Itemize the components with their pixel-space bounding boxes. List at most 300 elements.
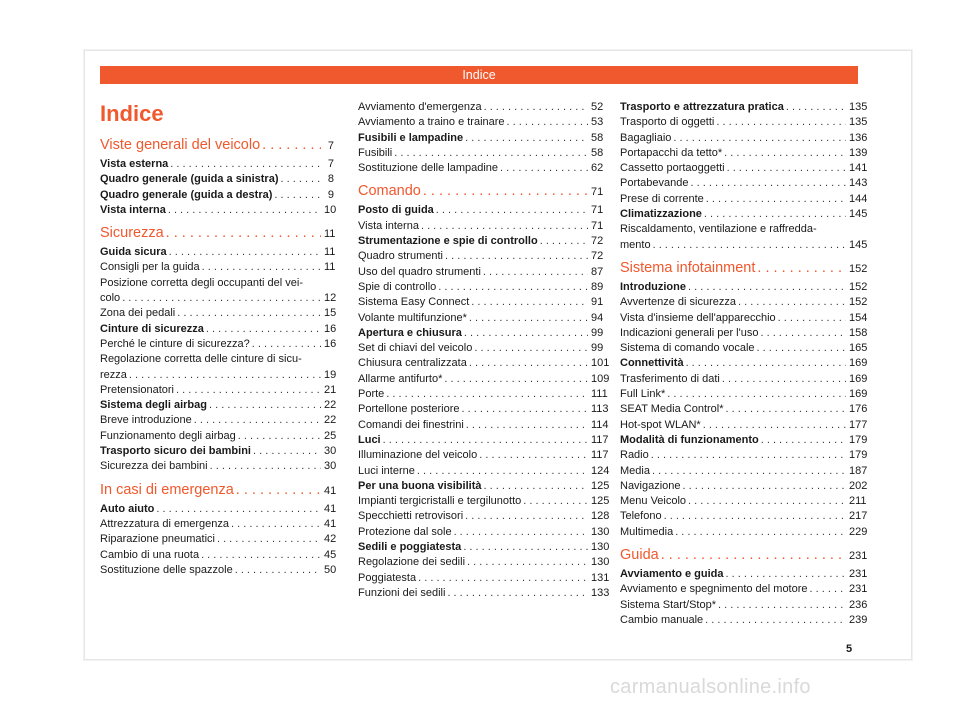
toc-entry[interactable] — [620, 448, 868, 463]
dot-leader — [252, 337, 321, 352]
toc-page-number: 99 — [591, 326, 604, 339]
header-band — [100, 66, 858, 84]
toc-entry[interactable] — [358, 295, 604, 310]
toc-entry[interactable] — [620, 146, 868, 161]
toc-page-number: 229 — [849, 525, 868, 538]
toc-section-heading[interactable] — [620, 259, 868, 279]
toc-entry-title: Porte — [358, 388, 385, 401]
toc-page-number: 231 — [849, 550, 868, 563]
toc-page-number: 12 — [324, 292, 337, 305]
toc-entry-title: Trasporto di oggetti — [620, 116, 715, 129]
toc-page-number: 58 — [591, 146, 604, 159]
dot-leader — [484, 100, 588, 115]
toc-entry[interactable] — [358, 418, 609, 433]
dot-leader — [760, 326, 846, 341]
dot-leader — [438, 280, 588, 295]
dot-leader — [761, 433, 846, 448]
toc-page-number: 144 — [849, 192, 868, 205]
toc-entry[interactable] — [358, 249, 604, 264]
toc-entry[interactable] — [358, 131, 604, 146]
dot-leader — [194, 413, 321, 428]
toc-entry-title: Funzioni dei sedili — [358, 586, 446, 599]
toc-entry[interactable] — [620, 525, 868, 540]
toc-page-number: 15 — [324, 307, 337, 320]
toc-entry[interactable] — [358, 448, 609, 463]
toc-entry-title: Attrezzatura di emergenza — [100, 517, 230, 530]
toc-entry-title: Pretensionatori — [100, 383, 174, 396]
toc-page-number: 7 — [327, 158, 334, 170]
toc-entry[interactable] — [358, 161, 604, 176]
toc-entry[interactable] — [100, 203, 337, 218]
toc-entry-title: Cambio manuale — [620, 613, 704, 626]
toc-page-number: 71 — [591, 219, 604, 232]
toc-entry[interactable] — [100, 398, 337, 413]
dot-leader — [474, 341, 588, 356]
toc-entry-title: Sistema di comando vocale — [620, 342, 755, 355]
toc-page-number: 165 — [849, 342, 868, 355]
toc-entry[interactable] — [358, 555, 610, 570]
dot-leader — [166, 224, 321, 243]
toc-entry[interactable] — [358, 280, 604, 295]
toc-entry[interactable] — [620, 115, 868, 130]
toc-entry-title: SEAT Media Control* — [620, 403, 724, 416]
dot-leader — [469, 356, 588, 371]
toc-section-heading[interactable] — [358, 182, 604, 202]
toc-entry[interactable] — [620, 161, 868, 176]
dot-leader — [421, 219, 588, 234]
toc-entry-title: Introduzione — [620, 280, 686, 293]
toc-entry-title: Impianti tergicristalli e tergilunotto — [358, 495, 522, 508]
toc-page-number: 41 — [324, 517, 337, 530]
toc-page-number: 71 — [591, 186, 604, 199]
toc-entry-title: Zona dei pedali — [100, 307, 176, 320]
toc-page-number: 145 — [849, 208, 868, 221]
toc-page-number: 89 — [591, 280, 604, 293]
toc-entry[interactable] — [100, 548, 337, 563]
toc-entry[interactable] — [620, 356, 868, 371]
dot-leader — [673, 131, 846, 146]
toc-page-number: 16 — [324, 322, 337, 335]
toc-section-heading[interactable] — [100, 136, 334, 156]
toc-entry[interactable] — [100, 532, 337, 547]
toc-page-number: 130 — [591, 556, 610, 569]
toc-entry-title: Perché le cinture di sicurezza? — [100, 337, 250, 350]
toc-page-number: 135 — [849, 101, 868, 113]
dot-leader — [507, 115, 588, 130]
toc-page-number: 87 — [591, 265, 604, 278]
toc-entry[interactable] — [620, 311, 868, 326]
toc-entry-title: Navigazione — [620, 479, 681, 492]
toc-section-heading[interactable] — [100, 481, 337, 501]
toc-page-number: 71 — [591, 204, 604, 217]
dot-leader — [705, 613, 846, 628]
toc-entry[interactable] — [100, 502, 337, 517]
toc-entry-title: Trasporto e attrezzatura pratica — [620, 101, 784, 113]
toc-entry[interactable] — [100, 352, 337, 383]
toc-entry-title: Sistema Easy Connect — [358, 296, 470, 309]
toc-entry[interactable] — [358, 433, 609, 448]
toc-page-number: 141 — [849, 162, 868, 175]
toc-entry[interactable] — [358, 219, 604, 234]
toc-entry-title: Allarme antifurto* — [358, 372, 443, 385]
toc-page-number: 117 — [591, 433, 609, 446]
dot-leader — [156, 502, 321, 517]
dot-leader — [722, 372, 846, 387]
toc-page-number: 211 — [849, 495, 867, 508]
toc-entry-title-cont: rezza — [100, 368, 127, 381]
dot-leader — [757, 341, 846, 356]
toc-entry[interactable] — [358, 341, 604, 356]
dot-leader — [122, 291, 321, 306]
toc-entry-title: Luci interne — [358, 464, 415, 477]
toc-entry[interactable] — [100, 172, 334, 187]
toc-entry-title: Regolazione dei sedili — [358, 556, 466, 569]
header-band-title: Indice — [462, 68, 496, 82]
toc-entry[interactable] — [620, 494, 867, 509]
dot-leader — [465, 509, 588, 524]
toc-entry-title: Avvertenze di sicurezza — [620, 296, 736, 309]
toc-entry-title: Uso del quadro strumenti — [358, 265, 481, 278]
toc-section-heading[interactable] — [100, 224, 334, 244]
toc-page-number: 11 — [324, 246, 336, 259]
toc-page-number: 50 — [324, 563, 337, 576]
toc-page-number: 114 — [591, 418, 609, 431]
dot-leader — [231, 517, 321, 532]
toc-entry-title: Connettività — [620, 357, 684, 370]
toc-entry-title: Strumentazione e spie di controllo — [358, 235, 538, 248]
dot-leader — [706, 192, 846, 207]
toc-entry[interactable] — [358, 356, 610, 371]
toc-page-number: 72 — [591, 235, 604, 248]
toc-entry[interactable] — [100, 413, 337, 428]
toc-page-number: 158 — [849, 326, 868, 339]
toc-entry[interactable] — [358, 100, 604, 115]
toc-page-number: 125 — [591, 479, 610, 492]
toc-entry[interactable] — [100, 444, 337, 459]
toc-entry-title: Vista d'insieme dell'apparecchio — [620, 311, 776, 324]
dot-leader — [688, 494, 846, 509]
toc-page-number: 133 — [591, 586, 610, 599]
dot-leader — [786, 100, 846, 115]
toc-entry-title: Fusibili — [358, 146, 393, 159]
toc-entry[interactable] — [358, 387, 608, 402]
toc-entry-title: Comandi dei finestrini — [358, 418, 464, 431]
dot-leader — [201, 548, 321, 563]
toc-entry[interactable] — [100, 322, 337, 337]
dot-leader — [170, 157, 321, 172]
dot-leader — [483, 479, 588, 494]
toc-page-number: 45 — [324, 548, 337, 561]
dot-leader — [210, 459, 321, 474]
toc-page-number: 169 — [849, 388, 868, 401]
toc-entry[interactable] — [620, 613, 868, 628]
dot-leader — [471, 295, 588, 310]
dot-leader — [688, 280, 846, 295]
toc-entry-title: Portellone posteriore — [358, 403, 460, 416]
toc-page-number: 21 — [324, 383, 337, 396]
toc-page-number: 42 — [324, 533, 337, 546]
dot-leader — [469, 311, 588, 326]
toc-entry[interactable] — [620, 131, 868, 146]
dot-leader — [653, 238, 846, 253]
toc-entry-title: Funzionamento degli airbag — [100, 429, 236, 442]
toc-page-number: 41 — [324, 502, 337, 515]
toc-entry-title: Posizione corretta degli occupanti del vei- — [100, 276, 304, 289]
toc-page-number: 187 — [849, 464, 868, 477]
toc-entry[interactable] — [620, 207, 868, 222]
toc-entry[interactable] — [358, 402, 609, 417]
toc-page-number: 53 — [591, 116, 604, 129]
toc-entry[interactable] — [100, 383, 337, 398]
toc-entry-title: Avviamento e spegnimento del motore — [620, 583, 808, 596]
toc-page-number: 30 — [324, 445, 337, 458]
dot-leader — [445, 249, 588, 264]
toc-entry-title: Bagagliaio — [620, 131, 672, 144]
toc-entry[interactable] — [100, 459, 337, 474]
toc-entry-title: Indicazioni generali per l'uso — [620, 326, 759, 339]
toc-page-number: 179 — [849, 433, 868, 446]
toc-entry[interactable] — [620, 433, 868, 448]
toc-page-number: 22 — [324, 399, 337, 412]
toc-column-2 — [358, 100, 610, 601]
toc-entry[interactable] — [620, 341, 868, 356]
toc-page-number: 231 — [849, 568, 868, 581]
toc-page-number: 152 — [849, 296, 868, 309]
toc-entry[interactable] — [620, 402, 868, 417]
toc-page-number: 16 — [324, 337, 337, 350]
dot-leader — [386, 387, 588, 402]
toc-entry-title: Cinture di sicurezza — [100, 322, 204, 335]
dot-leader — [129, 368, 321, 383]
toc-entry[interactable] — [620, 582, 868, 597]
dot-leader — [652, 464, 846, 479]
toc-entry[interactable] — [620, 372, 868, 387]
toc-entry-title: Quadro generale (guida a sinistra) — [100, 173, 279, 186]
toc-entry[interactable] — [620, 567, 868, 582]
toc-entry[interactable] — [358, 372, 610, 387]
toc-page-number: 125 — [591, 495, 610, 508]
dot-leader — [202, 260, 321, 275]
toc-entry-title: Riparazione pneumatici — [100, 533, 215, 546]
toc-page-number: 19 — [324, 368, 337, 381]
toc-entry[interactable] — [620, 280, 868, 295]
toc-entry[interactable] — [358, 326, 604, 341]
toc-page-number: 177 — [849, 418, 868, 431]
toc-page-number: 99 — [591, 342, 604, 355]
toc-entry[interactable] — [620, 464, 868, 479]
dot-leader — [675, 525, 846, 540]
dot-leader — [651, 448, 846, 463]
toc-entry-title: Chiusura centralizzata — [358, 357, 467, 370]
toc-page-number: 176 — [849, 403, 868, 416]
toc-entry[interactable] — [358, 311, 604, 326]
dot-leader — [667, 387, 846, 402]
toc-entry-title: Sistema degli airbag — [100, 399, 207, 412]
toc-section-heading[interactable] — [620, 546, 868, 566]
toc-page-number: 8 — [327, 173, 334, 186]
toc-column-3 — [620, 100, 868, 628]
dot-leader — [726, 567, 846, 582]
toc-page-number: 202 — [849, 479, 868, 492]
toc-page-number: 135 — [849, 116, 868, 129]
dot-leader — [463, 540, 588, 555]
toc-entry-title: Radio — [620, 449, 649, 462]
toc-entry[interactable] — [100, 563, 337, 578]
toc-entry[interactable] — [100, 245, 334, 260]
toc-entry[interactable] — [620, 479, 868, 494]
dot-leader — [703, 418, 846, 433]
dot-leader — [724, 146, 846, 161]
dot-leader — [177, 306, 321, 321]
toc-entry[interactable] — [358, 509, 610, 524]
dot-leader — [462, 402, 588, 417]
toc-entry-title: Vista interna — [358, 219, 419, 232]
dot-leader — [454, 525, 588, 540]
toc-page-number: 52 — [591, 101, 604, 113]
toc-entry-title: Avviamento e guida — [620, 568, 724, 581]
toc-page-number: 62 — [591, 162, 604, 175]
dot-leader — [383, 433, 588, 448]
toc-page-number: 169 — [849, 357, 868, 370]
dot-leader — [718, 598, 846, 613]
toc-entry-title-cont: mento — [620, 238, 651, 251]
toc-entry-title: Posto di guida — [358, 204, 434, 217]
toc-entry[interactable] — [358, 203, 604, 218]
dot-leader — [664, 509, 846, 524]
toc-entry[interactable] — [620, 418, 868, 433]
toc-entry[interactable] — [358, 571, 610, 586]
toc-entry-title: Luci — [358, 433, 381, 446]
toc-entry-title: Hot-spot WLAN* — [620, 418, 701, 431]
toc-entry[interactable] — [620, 222, 868, 253]
dot-leader — [523, 494, 588, 509]
toc-page-number: 152 — [849, 280, 868, 293]
toc-page-number: 130 — [591, 541, 610, 554]
toc-entry-title: Sicurezza — [100, 225, 164, 242]
toc-entry-title: Menu Veicolo — [620, 495, 687, 508]
toc-entry[interactable] — [358, 540, 610, 555]
dot-leader — [464, 326, 588, 341]
toc-entry[interactable] — [358, 146, 604, 161]
toc-entry[interactable] — [620, 598, 868, 613]
toc-page-number: 11 — [324, 228, 336, 241]
dot-leader — [704, 207, 846, 222]
toc-page-number: 41 — [324, 484, 337, 497]
toc-entry[interactable] — [100, 188, 334, 203]
toc-page-number: 231 — [849, 583, 868, 596]
toc-page-number: 91 — [591, 296, 604, 309]
dot-leader — [262, 136, 321, 155]
toc-entry-title: Poggiatesta — [358, 571, 417, 584]
toc-page-number: 111 — [591, 388, 608, 401]
toc-page-number: 128 — [591, 510, 610, 523]
dot-leader — [253, 444, 321, 459]
watermark: carmanualsonline.info — [610, 676, 811, 698]
toc-page-number: 101 — [591, 357, 610, 370]
dot-leader — [281, 172, 322, 187]
toc-entry-title: Prese di corrente — [620, 192, 704, 205]
toc-entry-title: Portapacchi da tetto* — [620, 146, 723, 159]
toc-entry[interactable] — [100, 157, 334, 172]
toc-entry-title: Consigli per la guida — [100, 261, 200, 274]
toc-entry[interactable] — [100, 429, 337, 444]
toc-page-number: 113 — [591, 403, 609, 416]
toc-entry-title: Regolazione corretta delle cinture di sicu- — [100, 353, 302, 366]
toc-entry[interactable] — [358, 525, 610, 540]
dot-leader — [447, 586, 588, 601]
dot-leader — [716, 115, 846, 130]
dot-leader — [236, 481, 321, 500]
toc-entry[interactable] — [620, 326, 868, 341]
toc-page-number: 94 — [591, 311, 604, 324]
toc-page-number: 236 — [849, 598, 868, 611]
toc-entry[interactable] — [620, 387, 868, 402]
toc-entry-title: Comando — [358, 183, 421, 200]
toc-entry-title: Spie di controllo — [358, 280, 437, 293]
dot-leader — [168, 203, 321, 218]
toc-entry-title: Apertura e chiusura — [358, 326, 462, 339]
dot-leader — [683, 479, 846, 494]
toc-entry-title: Volante multifunzione* — [358, 311, 467, 324]
dot-leader — [778, 311, 846, 326]
toc-entry[interactable] — [100, 306, 337, 321]
toc-entry-title: Sostituzione delle spazzole — [100, 563, 233, 576]
toc-entry[interactable] — [358, 586, 610, 601]
toc-page-number: 124 — [591, 464, 610, 477]
toc-entry[interactable] — [100, 276, 337, 307]
toc-page-number: 145 — [849, 238, 868, 251]
dot-leader — [217, 532, 321, 547]
toc-entry[interactable] — [358, 234, 604, 249]
toc-page-number: 22 — [324, 414, 337, 427]
toc-page-number: 7 — [327, 140, 334, 152]
dot-leader — [540, 234, 588, 249]
toc-entry[interactable] — [620, 509, 868, 524]
toc-entry[interactable] — [358, 494, 610, 509]
toc-entry-title: Specchietti retrovisori — [358, 510, 464, 523]
toc-entry[interactable] — [100, 337, 337, 352]
toc-entry[interactable] — [620, 192, 868, 207]
toc-entry-title: Vista esterna — [100, 158, 169, 170]
toc-entry-title: Per una buona visibilità — [358, 479, 482, 492]
toc-page-number: 239 — [849, 613, 868, 626]
toc-entry-title: Viste generali del veicolo — [100, 137, 261, 153]
toc-entry-title: Cassetto portaoggetti — [620, 162, 725, 175]
toc-entry[interactable] — [358, 464, 610, 479]
toc-entry-title: Climatizzazione — [620, 208, 702, 221]
toc-entry[interactable] — [358, 115, 604, 130]
toc-entry[interactable] — [620, 176, 868, 191]
toc-entry[interactable] — [620, 100, 868, 115]
toc-entry[interactable] — [100, 260, 334, 275]
dot-leader — [738, 295, 846, 310]
toc-column-1 — [100, 100, 337, 578]
toc-entry-title: Sistema Start/Stop* — [620, 598, 716, 611]
toc-entry[interactable] — [358, 479, 610, 494]
toc-page-number: 154 — [849, 311, 868, 324]
toc-entry[interactable] — [620, 295, 868, 310]
toc-entry-title: Breve introduzione — [100, 414, 192, 427]
dot-leader — [418, 571, 588, 586]
toc-entry-title: In casi di emergenza — [100, 481, 234, 498]
toc-entry-title: Vista interna — [100, 203, 166, 216]
dot-leader — [661, 546, 846, 565]
toc-entry[interactable] — [100, 517, 337, 532]
toc-page-number: 143 — [849, 177, 868, 190]
toc-entry[interactable] — [358, 265, 604, 280]
toc-entry-title: Sostituzione delle lampadine — [358, 162, 499, 175]
dot-leader — [417, 464, 588, 479]
